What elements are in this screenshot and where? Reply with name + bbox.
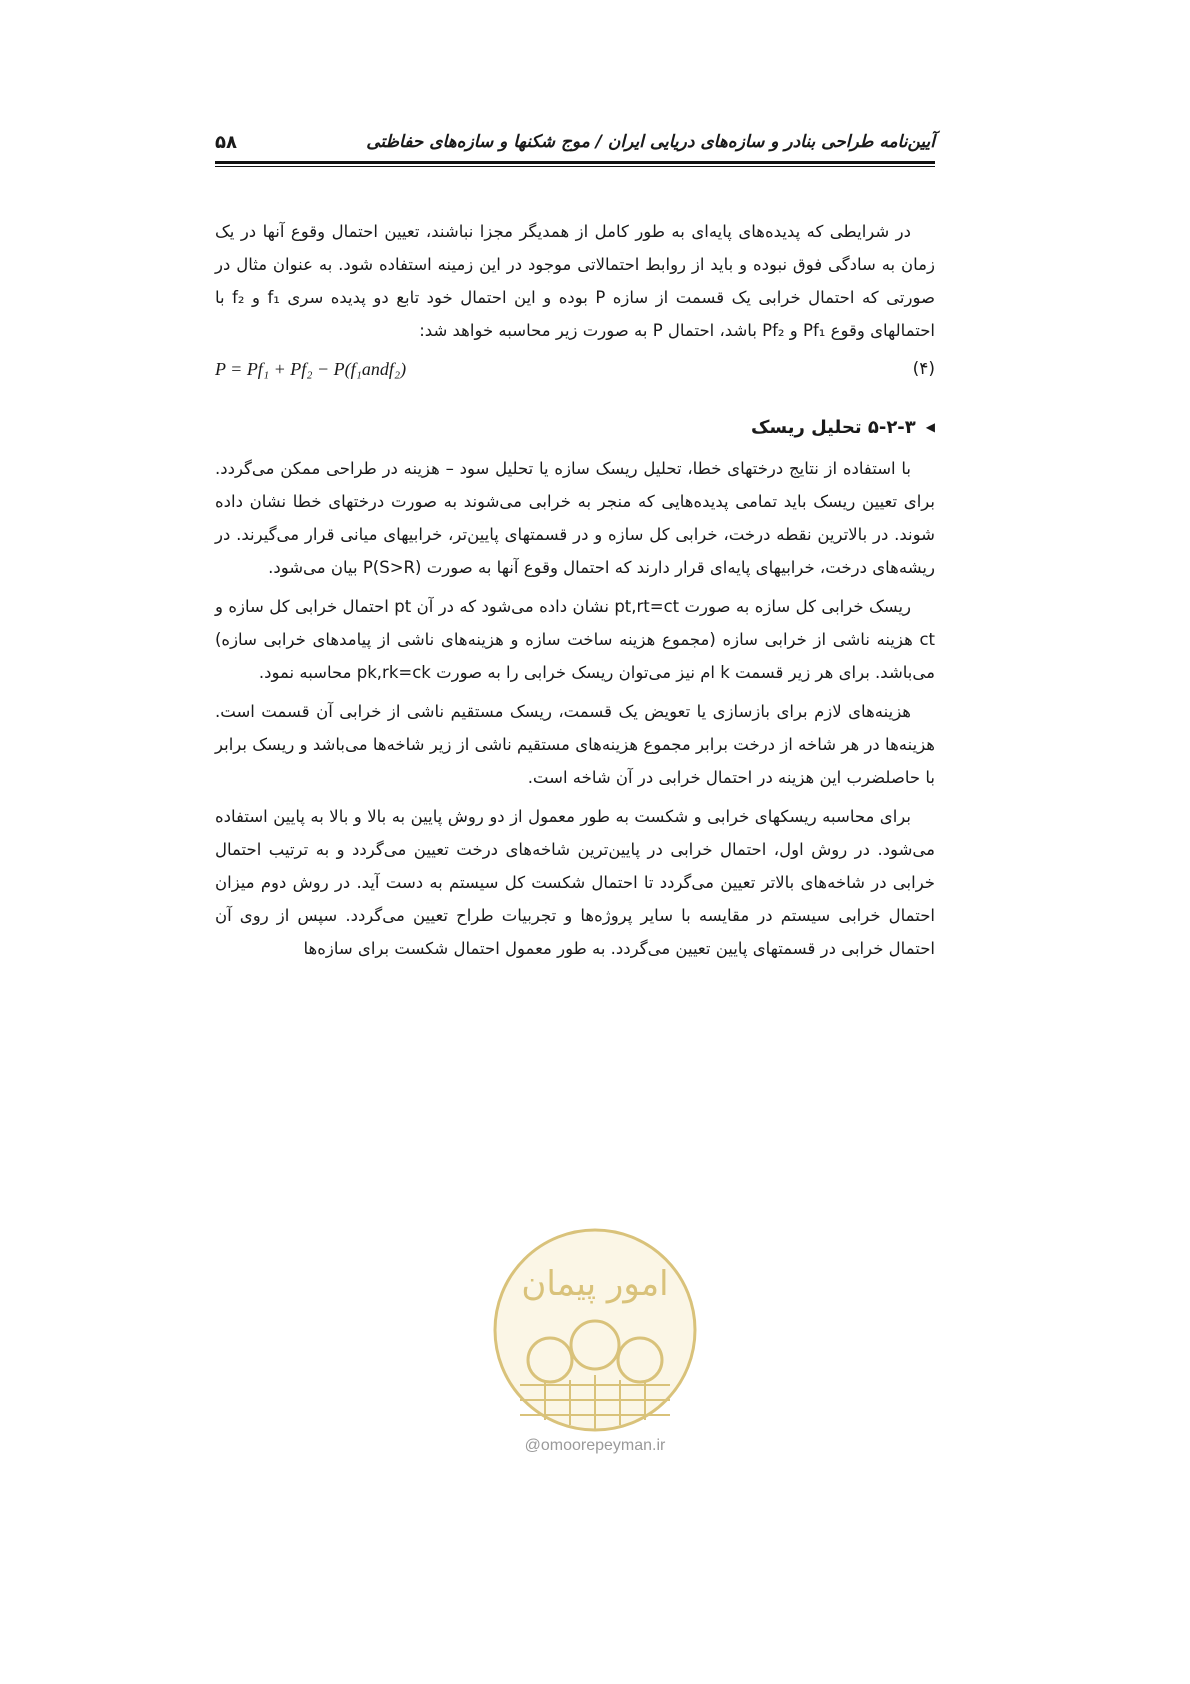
- running-title: آیین‌نامه طراحی بنادر و سازه‌های دریایی ایران / موج شکنها و سازه‌های حفاظتی: [366, 132, 935, 152]
- equation: P = Pf₁ + Pf₂ − P(f₁andf₂): [215, 359, 407, 379]
- triangle-bullet-icon: ◀: [925, 420, 935, 434]
- watermark-logo-text: امور پیمان: [521, 1264, 669, 1304]
- paragraph: با استفاده از نتایج درختهای خطا، تحلیل ریسک سازه یا تحلیل سود – هزینه در طراحی ممکن می‌گردد. برای تعیین ریسک باید تمامی پدیده‌هایی که منجر به خرابی می‌شوند به صورت درختهای خطا نشان داده شوند. در بالاترین نقطه درخت، خرابی کل سازه و در قسمتهای پایین‌تر، خرابیهای میانی قرار می‌گیرند. در ریشه‌های درخت، خرابیهای پایه‌ای قرار دارند که احتمال وقوع آنها به صورت P(S>R) بیان می‌شود.: [215, 459, 935, 577]
- page-number: ۵۸: [215, 132, 237, 153]
- equation-number: (۴): [912, 359, 935, 379]
- at-icon: @: [524, 1437, 541, 1454]
- page-header: [215, 132, 935, 162]
- watermark-logo: [490, 1225, 700, 1435]
- paragraph: برای محاسبه ریسکهای خرابی و شکست به طور معمول از دو روش پایین به بالا و بالا به پایین استفاده می‌شود. در روش اول، احتمال خرابی در پایین‌ترین شاخه‌های درخت تعیین می‌گردد و به ترتیب احتمال خرابی در شاخه‌های بالاتر تعیین می‌گردد تا احتمال شکست کل سیستم به دست آید. در روش دوم میزان احتمال خرابی سیستم در مقایسه با سایر پروژه‌ها و تجربیات طراح تعیین می‌گردد. سپس از روی آن احتمال خرابی در قسمتهای پایین تعیین می‌گردد. به طور معمول احتمال شکست برای سازه‌ها: [215, 807, 935, 958]
- header-rule-thin: [215, 166, 935, 167]
- header-rule: [215, 161, 935, 164]
- section-heading-text: ۵-۲-۳ تحلیل ریسک: [750, 417, 916, 438]
- watermark-site: [490, 1437, 700, 1455]
- watermark-site-text: omoorepeyman.ir: [540, 1437, 666, 1454]
- page-body: [215, 215, 935, 965]
- paragraph: هزینه‌های لازم برای بازسازی یا تعویض یک قسمت، ریسک مستقیم ناشی از خرابی آن قسمت است. هزینه‌ها در هر شاخه از درخت برابر مجموع هزینه‌های مستقیم ناشی از زیر شاخه‌ها می‌باشد و ریسک برابر با حاصلضرب این هزینه در احتمال خرابی در آن شاخه است.: [215, 702, 935, 787]
- section-heading: [215, 411, 935, 444]
- equation-row: [215, 349, 935, 389]
- paragraph: ریسک خرابی کل سازه به صورت pt,rt=ct نشان داده می‌شود که در آن pt احتمال خرابی کل سازه و ct هزینه ناشی از خرابی سازه (مجموع هزینه ساخت سازه و هزینه‌های ناشی از پیامدهای خرابی سازه) می‌باشد. برای هر زیر قسمت k ام نیز می‌توان ریسک خرابی را به صورت pk,rk=ck محاسبه نمود.: [215, 597, 935, 682]
- paragraph: در شرایطی که پدیده‌های پایه‌ای به طور کامل از همدیگر مجزا نباشند، تعیین احتمال وقوع آنها در یک زمان به سادگی فوق نبوده و باید از روابط احتمالاتی موجود در این زمینه استفاده شود. به عنوان مثال در صورتی که احتمال خرابی یک قسمت از سازه P بوده و این احتمال خود تابع دو پدیده سری f₁ و f₂ با احتمالهای وقوع Pf₁ و Pf₂ باشد، احتمال P به صورت زیر محاسبه خواهد شد:: [215, 222, 935, 340]
